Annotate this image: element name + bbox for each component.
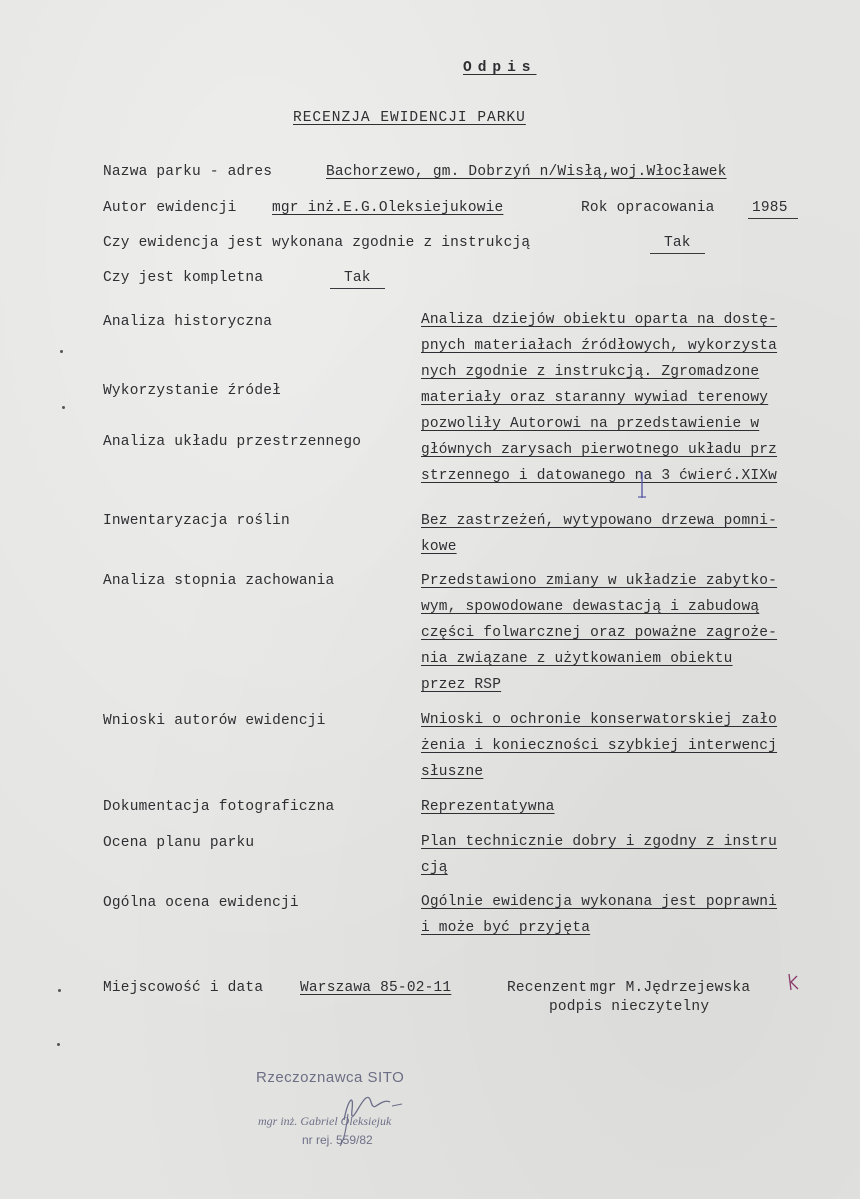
author-value: mgr inż.E.G.Oleksiejukowie [272, 200, 504, 216]
preservation-line: nia związane z użytkowaniem obiektu [421, 651, 733, 667]
signature-note: podpis nieczytelny [549, 999, 710, 1015]
section-label-spatial-layout: Analiza układu przestrzennego [103, 434, 362, 450]
historical-line: pnych materiałach źródłowych, wykorzysta [421, 338, 778, 354]
margin-dot [62, 406, 65, 409]
section-label-overall: Ogólna ocena ewidencji [103, 895, 299, 911]
complete-label: Czy jest kompletna [103, 270, 264, 286]
photo-line: Reprezentatywna [421, 799, 555, 815]
document-title: Odpis [463, 60, 537, 76]
historical-line: głównych zarysach pierwotnego układu prz [421, 442, 778, 458]
plan-line: Plan technicznie dobry i zgodny z instru [421, 834, 778, 850]
stamp-registration: nr rej. 559/82 [302, 1133, 373, 1147]
historical-line: nych zgodnie z instrukcją. Zgromadzone [421, 364, 760, 380]
preservation-line: części folwarcznej oraz poważne zagroże- [421, 625, 778, 641]
place-label: Miejscowość i data [103, 980, 264, 996]
section-label-conclusions: Wnioski autorów ewidencji [103, 713, 326, 729]
pen-correction-mark [785, 972, 801, 994]
compliance-label: Czy ewidencja jest wykonana zgodnie z instrukcją [103, 235, 531, 251]
signature-scribble [330, 1080, 420, 1150]
margin-dot [57, 1043, 60, 1046]
park-label: Nazwa parku - adres [103, 164, 273, 180]
preservation-line: wym, spowodowane dewastacją i zabudową [421, 599, 760, 615]
plan-line: cją [421, 860, 448, 876]
stamp-title: Rzeczoznawca SITO [256, 1069, 405, 1086]
stamp-name: mgr inż. Gabriel Oleksiejuk [258, 1114, 392, 1128]
pen-correction-mark [636, 470, 648, 502]
conclusions-line: Wnioski o ochronie konserwatorskiej zało [421, 712, 778, 728]
place-date-value: Warszawa 85-02-11 [300, 980, 452, 996]
preservation-line: Przedstawiono zmiany w układzie zabytko- [421, 573, 778, 589]
section-label-plant-inventory: Inwentaryzacja roślin [103, 513, 290, 529]
section-label-park-plan: Ocena planu parku [103, 835, 255, 851]
margin-dot [60, 350, 63, 353]
historical-line: Analiza dziejów obiektu oparta na dostę- [421, 312, 778, 328]
document-subtitle: RECENZJA EWIDENCJI PARKU [293, 110, 526, 126]
historical-line: materiały oraz staranny wywiad terenowy [421, 390, 769, 406]
reviewer-label: Recenzent [507, 980, 588, 996]
historical-line: pozwoliły Autorowi na przedstawienie w [421, 416, 760, 432]
complete-value: Tak [330, 269, 385, 289]
reviewer-value: mgr M.Jędrzejewska [590, 980, 751, 996]
conclusions-line: słuszne [421, 764, 484, 780]
plant-line: Bez zastrzeżeń, wytypowano drzewa pomni- [421, 513, 778, 529]
year-value: 1985 [748, 199, 798, 219]
year-label: Rok opracowania [581, 200, 715, 216]
section-label-photo-documentation: Dokumentacja fotograficzna [103, 799, 335, 815]
compliance-value: Tak [650, 234, 705, 254]
author-label: Autor ewidencji [103, 200, 237, 216]
conclusions-line: żenia i konieczności szybkiej interwencj [421, 738, 778, 754]
section-label-historical-analysis: Analiza historyczna [103, 314, 273, 330]
historical-line: strzennego i datowanego na 3 ćwierć.XIXw [421, 468, 778, 484]
plant-line: kowe [421, 539, 457, 555]
park-value: Bachorzewo, gm. Dobrzyń n/Wisłą,woj.Włocławek [326, 164, 727, 180]
overall-line: Ogólnie ewidencja wykonana jest poprawni [421, 894, 778, 910]
section-label-sources: Wykorzystanie źródeł [103, 383, 282, 399]
margin-dot [58, 989, 61, 992]
overall-line: i może być przyjęta [421, 920, 591, 936]
section-label-preservation: Analiza stopnia zachowania [103, 573, 335, 589]
preservation-line: przez RSP [421, 677, 502, 693]
